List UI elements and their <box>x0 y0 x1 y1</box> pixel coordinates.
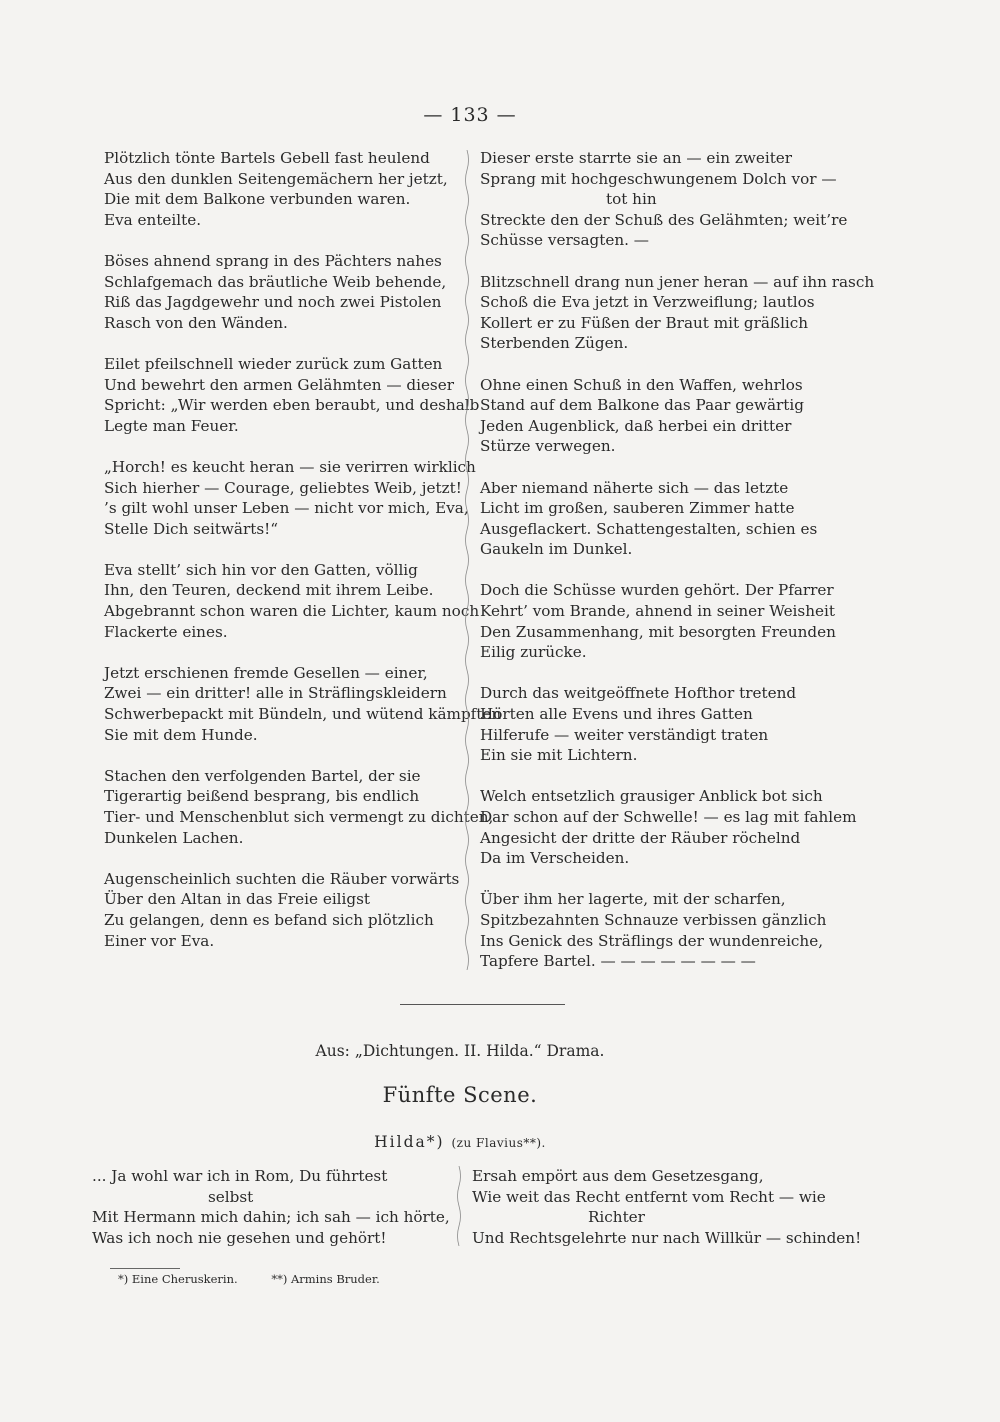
verse-line: Stelle Dich seitwärts!“ <box>104 519 278 538</box>
source-citation: Aus: „Dichtungen. II. Hilda.“ Drama. <box>315 1042 605 1060</box>
verse-line: Ins Genick des Sträflings der wundenreiche, <box>480 931 824 950</box>
stanza <box>104 663 502 745</box>
verse-line: Legte man Feuer. <box>104 416 239 435</box>
verse-line: Über ihm her lagerte, mit der scharfen, <box>480 890 786 909</box>
verse-line: ’s gilt wohl unser Leben — nicht vor mich, Eva, <box>104 499 469 518</box>
drama-right-column <box>472 1166 862 1248</box>
verse-line: Ausgeflackert. Schattengestalten, schien es <box>480 519 818 538</box>
verse-line: Die mit dem Balkone verbunden waren. <box>104 190 411 209</box>
verse-line: Eilig zurücke. <box>480 643 587 662</box>
verse-line: Blitzschnell drang nun jener heran — auf ihn rasch <box>480 272 875 291</box>
verse-line: Tigerartig beißend besprang, bis endlich <box>104 787 420 806</box>
verse-line: Riß das Jagdgewehr und noch zwei Pistolen <box>104 293 442 312</box>
verse-line: Gaukeln im Dunkel. <box>480 540 633 559</box>
stanza <box>480 272 875 354</box>
verse-line: Stürze verwegen. <box>480 437 616 456</box>
stanza <box>104 560 480 642</box>
verse-line: Hilferufe — weiter verständigt traten <box>480 725 769 744</box>
stanza <box>104 354 480 436</box>
verse-line: Jeden Augenblick, daß herbei ein dritter <box>480 416 792 435</box>
page-number: — 133 — <box>423 104 517 126</box>
verse-line: Doch die Schüsse wurden gehört. Der Pfarrer <box>480 581 834 600</box>
section-divider <box>400 1004 565 1005</box>
stanza <box>480 580 836 662</box>
verse-line: Den Zusammenhang, mit besorgten Freunden <box>480 622 836 641</box>
verse-line: Kehrt’ vom Brande, ahnend in seiner Weisheit <box>480 602 835 621</box>
verse-line: Stachen den verfolgenden Bartel, der sie <box>104 766 421 785</box>
verse-line: Dieser erste starrte sie an — ein zweiter <box>480 149 793 167</box>
footnote: *) Eine Cheruskerin. <box>118 1272 238 1286</box>
verse-line: Ein sie mit Lichtern. <box>480 746 638 765</box>
speaker-name: Hilda*) <box>374 1133 445 1151</box>
verse-line: Hörten alle Evens und ihres Gatten <box>480 705 753 724</box>
stanza <box>480 478 830 560</box>
verse-line: tot hin <box>606 190 657 209</box>
verse-line: Aus den dunklen Seitengemächern her jetzt, <box>104 169 448 188</box>
verse-line: Ihn, den Teuren, deckend mit ihrem Leibe. <box>104 581 434 600</box>
drama-left-column <box>92 1166 452 1248</box>
verse-line: Böses ahnend sprang in des Pächters nahes <box>104 251 442 270</box>
verse-line: Licht im großen, sauberen Zimmer hatte <box>480 499 795 518</box>
verse-line: Ersah empört aus dem Gesetzesgang, <box>472 1167 764 1185</box>
verse-line: Angesicht der dritte der Räuber röchelnd <box>480 828 801 847</box>
stanza <box>480 375 830 457</box>
verse-line: Einer vor Eva. <box>104 931 215 950</box>
verse-line: Richter <box>588 1208 645 1227</box>
stanza <box>104 766 494 848</box>
verse-line: Jetzt erschienen fremde Gesellen — einer, <box>104 663 428 682</box>
verse-line: Was ich noch nie gesehen und gehört! <box>92 1228 387 1247</box>
verse-line: Spricht: „Wir werden eben beraubt, und deshalb <box>104 396 480 415</box>
verse-line: Durch das weitgeöffnete Hofthor tretend <box>480 684 797 703</box>
verse-line: selbst <box>208 1187 254 1206</box>
verse-line: Zu gelangen, denn es befand sich plötzlich <box>104 910 434 929</box>
stanza <box>104 869 460 951</box>
verse-line: Aber niemand näherte sich — das letzte <box>480 478 789 497</box>
verse-line: ... Ja wohl war ich in Rom, Du führtest <box>92 1167 388 1185</box>
stanza <box>480 786 857 868</box>
verse-line: Schüsse versagten. — <box>480 231 649 250</box>
verse-line: Dar schon auf der Schwelle! — es lag mit fahlem <box>480 808 857 826</box>
verse-line: Sprang mit hochgeschwungenem Dolch vor — <box>480 169 837 188</box>
verse-line: Ohne einen Schuß in den Waffen, wehrlos <box>480 375 803 394</box>
verse-line: Tier- und Menschenblut sich vermengt zu dichten, <box>104 808 494 826</box>
verse-line: Tapfere Bartel. — — — — — — — — <box>480 952 756 971</box>
verse-line: Dunkelen Lachen. <box>104 828 244 847</box>
verse-line: Wie weit das Recht entfernt vom Recht — wie <box>472 1187 826 1206</box>
verse-line: „Horch! es keucht heran — sie verirren wirklich <box>104 457 476 476</box>
verse-line: Augenscheinlich suchten die Räuber vorwärts <box>104 869 460 888</box>
stanza <box>104 148 454 230</box>
verse-line: Eilet pfeilschnell wieder zurück zum Gatten <box>104 354 443 373</box>
verse-line: Sich hierher — Courage, geliebtes Weib, jetzt! <box>104 478 462 497</box>
verse-line: Schlafgemach das bräutliche Weib behende, <box>104 272 447 291</box>
verse-line: Plötzlich tönte Bartels Gebell fast heulend <box>104 149 430 167</box>
footnotes <box>118 1272 410 1286</box>
footnote: **) Armins Bruder. <box>271 1272 380 1286</box>
right-column <box>480 148 875 992</box>
stanza <box>480 148 848 251</box>
left-column <box>104 148 502 972</box>
column-divider <box>463 150 471 970</box>
verse-line: Über den Altan in das Freie eiligst <box>104 890 371 909</box>
verse-line: Welch entsetzlich grausiger Anblick bot sich <box>480 787 823 806</box>
verse-line: Abgebrannt schon waren die Lichter, kaum noch <box>104 602 480 621</box>
scene-title: Fünfte Scene. <box>382 1083 538 1107</box>
verse-line: Sterbenden Zügen. <box>480 334 629 353</box>
verse-line: Rasch von den Wänden. <box>104 313 288 332</box>
verse-line: Stand auf dem Balkone das Paar gewärtig <box>480 396 804 415</box>
stanza <box>104 251 454 333</box>
verse-line: Spitzbezahnten Schnauze verbissen gänzlich <box>480 910 827 929</box>
footnote-rule <box>110 1268 180 1269</box>
stanza <box>104 457 476 539</box>
column-divider <box>455 1166 463 1246</box>
stanza <box>480 889 830 971</box>
verse-line: Eva enteilte. <box>104 210 202 229</box>
speaker-heading <box>0 1133 920 1151</box>
verse-line: Streckte den der Schuß des Gelähmten; weit’re <box>480 210 848 229</box>
verse-line: Da im Verscheiden. <box>480 849 630 868</box>
stanza <box>480 683 830 765</box>
verse-line: Mit Hermann mich dahin; ich sah — ich hörte, <box>92 1208 450 1227</box>
verse-line: Sie mit dem Hunde. <box>104 725 258 744</box>
verse-line: Schoß die Eva jetzt in Verzweiflung; lautlos <box>480 293 815 312</box>
verse-line: Eva stellt’ sich hin vor den Gatten, völlig <box>104 560 418 579</box>
verse-line: Schwerbepackt mit Bündeln, und wütend kämpften <box>104 705 502 724</box>
verse-line: Und bewehrt den armen Gelähmten — dieser <box>104 375 454 394</box>
stage-direction: (zu Flavius**). <box>451 1136 546 1150</box>
verse-line: Kollert er zu Füßen der Braut mit gräßlich <box>480 313 809 332</box>
verse-line: Zwei — ein dritter! alle in Sträflingskleidern <box>104 684 447 703</box>
verse-line: Flackerte eines. <box>104 622 228 641</box>
verse-line: Und Rechtsgelehrte nur nach Willkür — schinden! <box>472 1228 862 1247</box>
